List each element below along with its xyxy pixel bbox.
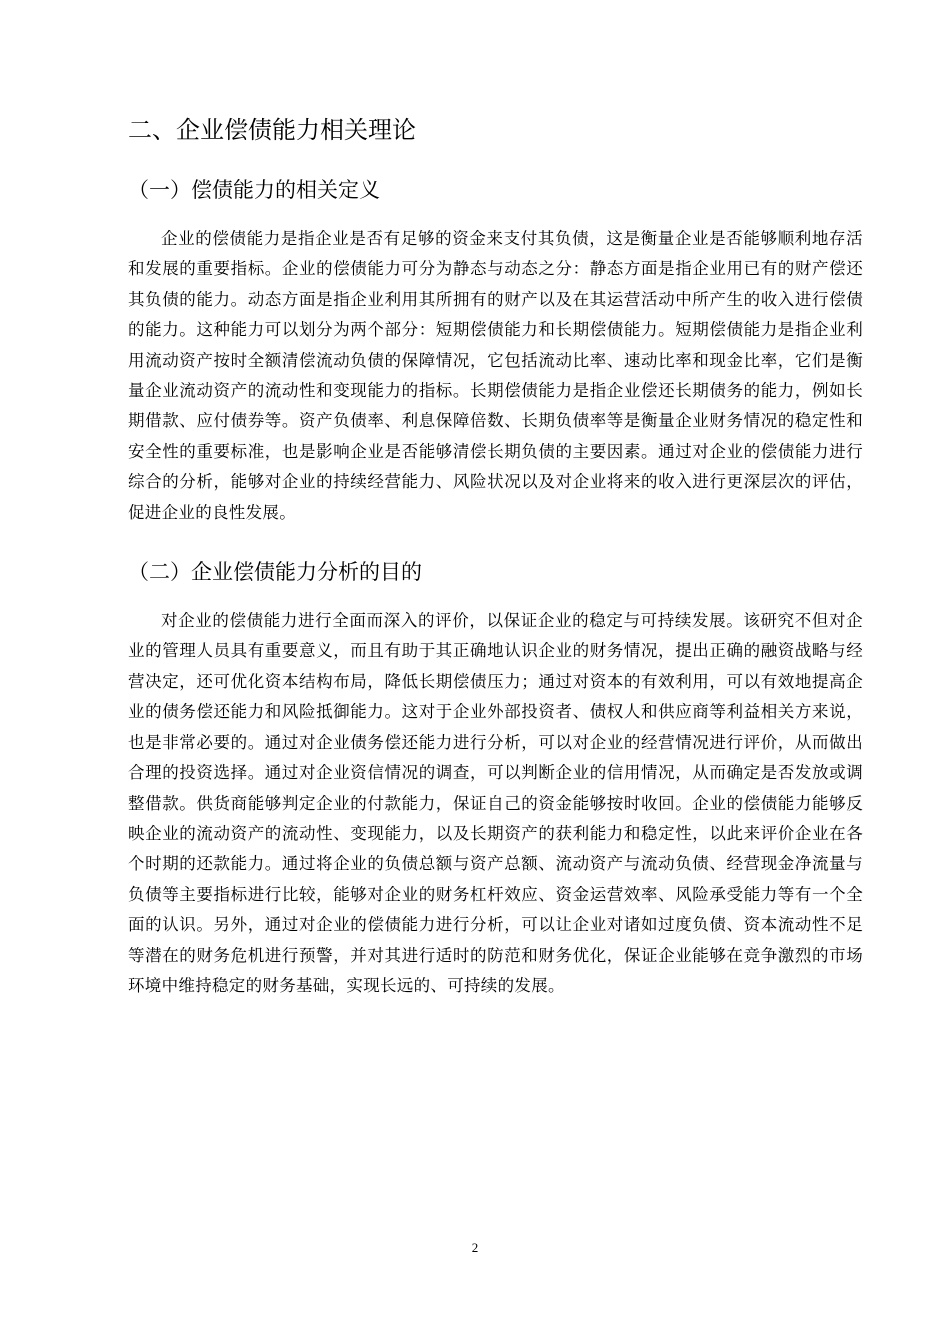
section-heading-definition: （一）偿债能力的相关定义 <box>128 178 380 202</box>
section-heading-purpose: （二）企业偿债能力分析的目的 <box>128 560 422 585</box>
page-number: 2 <box>471 1240 479 1255</box>
chapter-heading: 二、企业偿债能力相关理论 <box>128 116 416 144</box>
paragraph-purpose: 对企业的偿债能力进行全面而深入的评价，以保证企业的稳定与可持续发展。该研究不但对企业的管理人员具有重要意义，而且有助于其正确地认识企业的财务情况，提出正确的融资战略与经营决定，还可优化资本结构布局，降低长期偿债压力；通过对资本的有效利用，可以有效地提高企业的债务偿还能力和风险抵御能力。这对于企业外部投资者、债权人和供应商等利益相关方来说，也是非常必要的。通过对企业债务偿还能力进行分析，可以对企业的经营情况进行评价，从而做出合理的投资选择。通过对企业资信情况的调查，可以判断企业的信用情况，从而确定是否发放或调整借款。供货商能够判定企业的付款能力，保证自己的资金能够按时收回。企业的偿债能力能够反映企业的流动资产的流动性、变现能力，以及长期资产的获利能力和稳定性，以此来评价企业在各个时期的还款能力。通过将企业的负债总额与资产总额、流动资产与流动负债、经营现金净流量与负债等主要指标进行比较，能够对企业的财务杠杆效应、资金运营效率、风险承受能力等有一个全面的认识。另外，通过对企业的偿债能力进行分析，可以让企业对诸如过度负债、资本流动性不足等潜在的财务危机进行预警，并对其进行适时的防范和财务优化，保证企业能够在竞争激烈的市场环境中维持稳定的财务基础，实现长远的、可持续的发展。 <box>128 611 863 995</box>
page-content <box>128 112 863 1001</box>
paragraph-definition: 企业的偿债能力是指企业是否有足够的资金来支付其负债，这是衡量企业是否能够顺利地存活和发展的重要指标。企业的偿债能力可分为静态与动态之分：静态方面是指企业用已有的财产偿还其负债的能力。动态方面是指企业利用其所拥有的财产以及在其运营活动中所产生的收入进行偿债的能力。这种能力可以划分为两个部分：短期偿债能力和长期偿债能力。短期偿债能力是指企业利用流动资产按时全额清偿流动负债的保障情况，它包括流动比率、速动比率和现金比率，它们是衡量企业流动资产的流动性和变现能力的指标。长期偿债能力是指企业偿还长期债务的能力，例如长期借款、应付债券等。资产负债率、利息保障倍数、长期负债率等是衡量企业财务情况的稳定性和安全性的重要标准，也是影响企业是否能够清偿长期负债的主要因素。通过对企业的偿债能力进行综合的分析，能够对企业的持续经营能力、风险状况以及对企业将来的收入进行更深层次的评估，促进企业的良性发展。 <box>128 229 863 522</box>
